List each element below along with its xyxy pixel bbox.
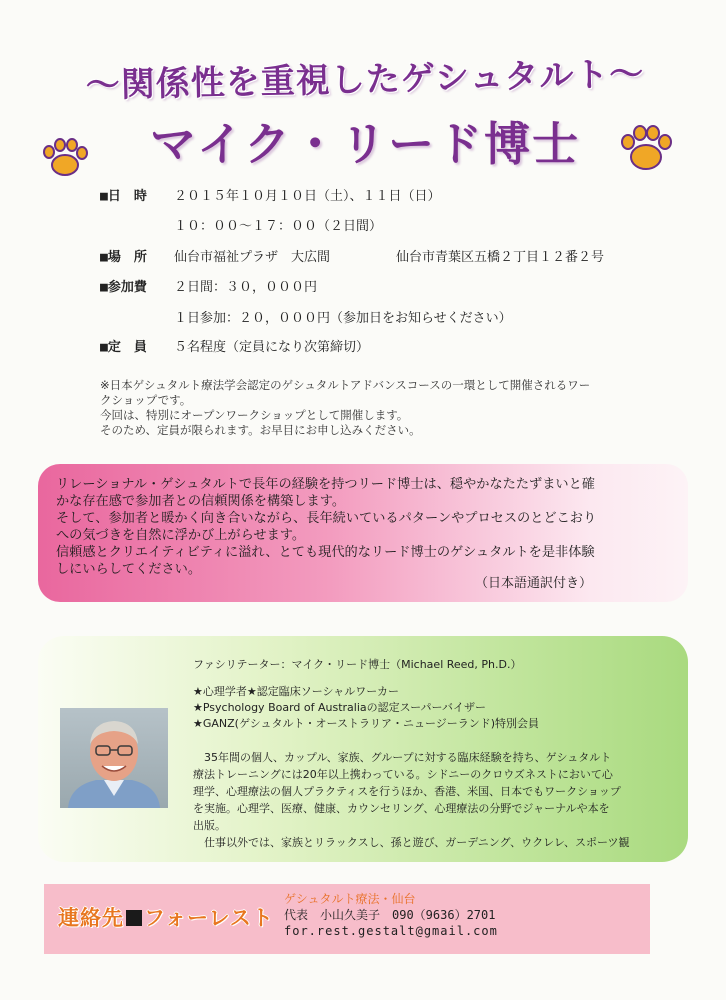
note-line: そのため、定員が限られます。お早目にお申し込みください。: [100, 423, 421, 437]
date-value: ２０１５年１０月１０日（土）、１１日（日）: [174, 189, 441, 204]
contact-label-left: 連絡先: [58, 906, 124, 930]
page-title: マイク・リード博士: [149, 117, 581, 171]
contact-box: [44, 884, 650, 954]
description-box: [38, 464, 688, 602]
interpretation-note: （日本語通訳付き）: [474, 576, 592, 591]
description-line: 信頼感とクリエイティビティに溢れ、とても現代的なリード博士のゲシュタルトを是非体験: [56, 545, 595, 560]
bio-line: 理学、心理療法の個人プラクティスを行うほか、香港、米国、日本でもワークショップ: [193, 785, 621, 798]
facilitator-photo: [60, 708, 168, 808]
square-icon: [126, 910, 142, 926]
fee-value-oneday: １日参加：２０，０００円（参加日をお知らせください）: [174, 311, 512, 326]
bio-line: を実施。心理学、医療、健康、カウンセリング、心理療法の分野でジャーナルや本を: [193, 802, 610, 815]
description-line: への気づきを自然に浮かび上がらせます。: [56, 528, 306, 543]
contact-label: [58, 902, 274, 932]
facilitator-bio: [193, 749, 673, 851]
description-line: リレーショナル・ゲシュタルトで長年の経験を持つリード博士は、穏やかなたたずまいと確: [56, 477, 595, 492]
qualification-item: ★Psychology Board of Australiaの認定スーパーバイザー: [193, 701, 486, 714]
capacity-value: ５名程度（定員になり次第締切）: [174, 340, 370, 355]
contact-label-right: フォーレスト: [144, 906, 274, 930]
note-line: ※日本ゲシュタルト療法学会認定のゲシュタルトアドバンスコースの一環として開催されるワー: [100, 378, 591, 392]
fee-value: ２日間：３０，０００円: [174, 280, 318, 295]
contact-organization: ゲシュタルト療法・仙台: [284, 892, 416, 906]
note-line: 今回は、特別にオープンワークショップとして開催します。: [100, 408, 409, 422]
bio-line: 出版。: [193, 819, 226, 832]
bio-line: 仕事以外では、家族とリラックスし、孫と遊び、ガーデニング、ウクレレ、スポーツ観: [193, 836, 630, 849]
facilitator-qualifications: [193, 684, 539, 732]
facilitator-heading: ファシリテーター：マイク・リード博士（Michael Reed, Ph.D.）: [193, 658, 522, 671]
place-label: ■場 所: [100, 250, 147, 265]
note-line: クショップです。: [100, 393, 192, 407]
contact-representative: 代表 小山久美子 090（9636）2701: [284, 908, 496, 922]
qualification-item: ★心理学者★認定臨床ソーシャルワーカー: [193, 685, 400, 698]
place-address: 仙台市青葉区五橋２丁目１２番２号: [396, 250, 605, 265]
description-line: かな存在感で参加者との信頼関係を構築します。: [56, 494, 346, 509]
contact-email[interactable]: for.rest.gestalt@gmail.com: [284, 924, 498, 938]
bio-line: 35年間の個人、カップル、家族、グループに対する臨床経験を持ち、ゲシュタルト: [193, 751, 612, 764]
date-label: ■日 時: [100, 189, 147, 204]
subtitle: 〜関係性を重視したゲシュタルト〜: [85, 54, 645, 106]
note: [100, 378, 660, 438]
capacity-label: ■定 員: [100, 340, 147, 355]
time-value: １０：００〜１７：００（２日間）: [174, 219, 383, 234]
qualification-item: ★GANZ(ゲシュタルト・オーストラリア・ニュージーランド)特別会員: [193, 717, 540, 730]
description-text: [56, 476, 676, 578]
facilitator-box: [38, 636, 688, 862]
description-line: しにいらしてください。: [56, 562, 202, 577]
fee-label: ■参加費: [100, 280, 147, 295]
description-line: そして、参加者と暖かく向き合いながら、長年続いているパターンやプロセスのとどこおり: [56, 511, 597, 526]
place-value: 仙台市福祉プラザ 大広間: [174, 250, 331, 265]
bio-line: 療法トレーニングには20年以上携わっている。シドニーのクロウズネストにおいて心: [193, 768, 613, 781]
